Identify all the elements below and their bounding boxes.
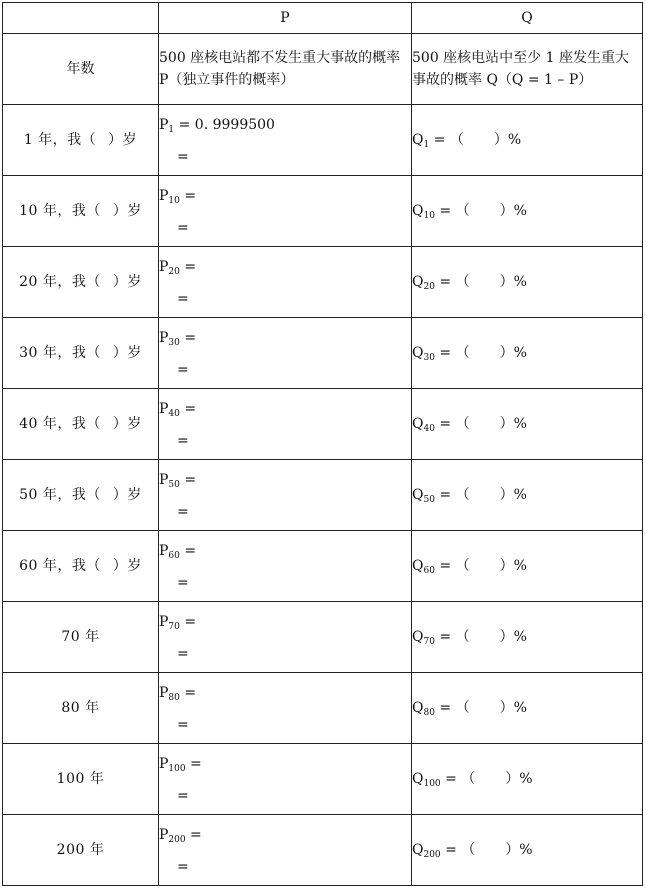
p-subscript: 40 [168,409,180,419]
header-p-cell: P [159,3,412,34]
q-subscript: 60 [423,566,435,576]
p-symbol: P [159,188,169,204]
q-subscript: 100 [423,779,441,789]
description-row [3,34,643,105]
p-expression [159,673,411,703]
q-symbol: Q [412,345,424,361]
p-equals-line[interactable]: = [177,220,189,236]
p-symbol: P [159,827,169,843]
q-expression-open: = （ [440,771,476,787]
q-expression-close: ）% [499,345,527,361]
q-symbol: Q [412,274,424,290]
q-expression-open: = （ [434,416,470,432]
p-expression [159,176,411,206]
p-value: = [179,330,197,346]
q-cell [412,318,643,389]
year-cell [3,602,159,673]
p-expression [159,389,411,419]
q-cell [412,531,643,602]
q-expression-close: ）% [499,203,527,219]
p-subscript: 60 [168,551,180,561]
year-suffix: ）岁 [112,274,142,290]
q-subscript: 50 [423,495,435,505]
p-cell [159,105,412,176]
p-symbol: P [159,685,169,701]
year-label: 100 年 [56,771,105,787]
table-row [3,176,643,247]
p-symbol: P [159,543,169,559]
p-value: = [179,472,197,488]
q-cell [412,673,643,744]
p-symbol: P [159,259,169,275]
year-cell [3,389,159,460]
p-cell [159,318,412,389]
p-equals-line[interactable]: = [177,149,189,165]
year-label: 30 年，我（ [19,345,101,361]
q-subscript: 70 [423,637,435,647]
year-suffix: ）岁 [112,416,142,432]
q-subscript: 1 [423,140,430,150]
q-symbol: Q [412,203,424,219]
p-expression [159,602,411,632]
p-expression [159,318,411,348]
q-cell [412,105,643,176]
header-q-cell: Q [412,3,643,34]
table-row [3,673,643,744]
q-subscript: 20 [423,282,435,292]
p-symbol: P [159,472,169,488]
p-subscript: 100 [168,764,186,774]
q-subscript: 200 [423,850,441,860]
p-subscript: 80 [168,693,180,703]
table-row [3,389,643,460]
q-symbol: Q [412,700,424,716]
p-equals-line[interactable]: = [177,504,189,520]
q-cell [412,176,643,247]
p-symbol: P [159,401,169,417]
p-subscript: 200 [168,835,186,845]
p-value: = [185,827,202,843]
p-expression [159,815,411,845]
p-expression [159,247,411,277]
q-cell [412,247,643,318]
p-subscript: 20 [168,267,180,277]
p-expression [159,460,411,490]
year-suffix: ）岁 [112,345,142,361]
p-expression [159,744,411,774]
table-row [3,815,643,886]
p-value: = [185,756,202,772]
p-cell [159,531,412,602]
q-cell [412,389,643,460]
year-label: 80 年 [61,700,100,716]
p-cell [159,815,412,886]
year-label: 1 年，我（ [23,132,97,148]
q-expression-close: ）% [493,132,522,148]
q-expression-open: = （ [434,700,470,716]
q-expression-open: = （ [429,132,464,148]
q-symbol: Q [412,558,424,574]
q-expression-close: ）% [499,629,527,645]
q-expression-close: ）% [505,842,533,858]
p-value: = [179,614,197,630]
year-cell [3,531,159,602]
p-cell [159,247,412,318]
q-expression-open: = （ [434,345,470,361]
p-cell [159,602,412,673]
q-subscript: 30 [423,353,435,363]
p-expression [159,531,411,561]
year-cell [3,460,159,531]
p-symbol: P [159,330,169,346]
p-symbol: P [159,117,169,133]
p-subscript: 10 [168,196,180,206]
p-value: = [179,543,197,559]
p-equals-line[interactable]: = [177,859,189,875]
p-cell [159,460,412,531]
table-row [3,460,643,531]
q-expression-open: = （ [440,842,476,858]
table-row [3,602,643,673]
year-label: 50 年，我（ [19,487,101,503]
q-expression-close: ）% [499,700,527,716]
q-subscript: 40 [423,424,435,434]
year-cell [3,105,159,176]
year-suffix: ）岁 [112,487,142,503]
table-row [3,531,643,602]
p-subscript: 70 [168,622,180,632]
probability-table [2,2,643,886]
p-value: = [179,401,197,417]
p-value: = [179,188,197,204]
year-label-cell: 年数 [3,34,159,105]
year-suffix: ）岁 [112,558,142,574]
p-symbol: P [159,756,169,772]
p-equals-line[interactable]: = [177,575,189,591]
p-cell [159,673,412,744]
p-equals-line[interactable]: = [177,362,189,378]
q-symbol: Q [412,487,424,503]
p-value: = [179,259,197,275]
q-expression-open: = （ [434,274,470,290]
p-equals-line[interactable]: = [177,717,189,733]
q-description-cell: 500 座核电站中至少 1 座发生重大事故的概率 Q（Q = 1 – P） [412,34,643,105]
q-symbol: Q [412,842,424,858]
year-cell [3,673,159,744]
p-subscript: 50 [168,480,180,490]
p-cell [159,744,412,815]
q-expression-open: = （ [434,203,470,219]
p-cell [159,389,412,460]
p-expression [159,105,411,135]
q-subscript: 10 [423,211,435,221]
q-expression-open: = （ [434,629,470,645]
header-row [3,3,643,34]
p-description-cell: 500 座核电站都不发生重大事故的概率 P（独立事件的概率） [159,34,412,105]
q-expression-open: = （ [434,487,470,503]
year-cell [3,744,159,815]
q-expression-close: ）% [499,558,527,574]
q-expression-close: ）% [499,274,527,290]
year-cell [3,318,159,389]
year-suffix: ）岁 [108,132,138,148]
q-expression-close: ）% [499,416,527,432]
q-expression-close: ）% [505,771,533,787]
year-label: 10 年，我（ [19,203,101,219]
q-cell [412,460,643,531]
year-label: 60 年，我（ [19,558,101,574]
q-symbol: Q [412,771,424,787]
p-symbol: P [159,614,169,630]
p-equals-line[interactable]: = [177,291,189,307]
table-row [3,318,643,389]
p-cell [159,176,412,247]
p-value: = 0. 9999500 [174,117,275,133]
year-suffix: ）岁 [112,203,142,219]
q-expression-close: ）% [499,487,527,503]
p-subscript: 30 [168,338,180,348]
q-cell [412,744,643,815]
q-cell [412,602,643,673]
p-equals-line[interactable]: = [177,433,189,449]
table-row [3,105,643,176]
p-subscript: 1 [168,125,175,135]
table-row [3,247,643,318]
q-symbol: Q [412,629,424,645]
year-label: 200 年 [56,842,105,858]
q-expression-open: = （ [434,558,470,574]
p-equals-line[interactable]: = [177,646,189,662]
table-row [3,744,643,815]
header-year-cell [3,3,159,34]
q-subscript: 80 [423,708,435,718]
q-cell [412,815,643,886]
year-label: 20 年，我（ [19,274,101,290]
p-value: = [179,685,197,701]
q-symbol: Q [412,416,424,432]
q-symbol: Q [412,132,424,148]
p-equals-line[interactable]: = [177,788,189,804]
year-label: 40 年，我（ [19,416,101,432]
year-cell [3,176,159,247]
year-cell [3,247,159,318]
year-cell [3,815,159,886]
year-label: 70 年 [61,629,100,645]
